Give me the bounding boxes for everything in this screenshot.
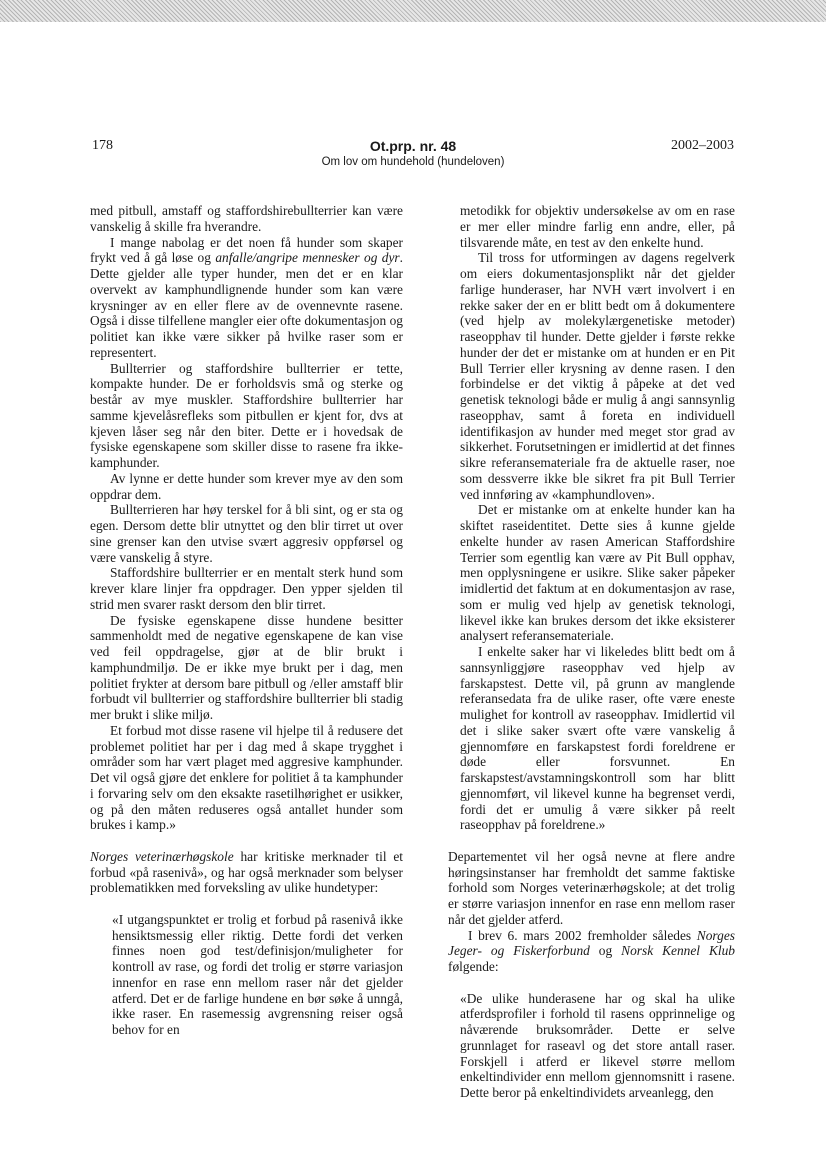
quote-paragraph: «De ulike hunderasene har og skal ha ulike atferdsprofiler i forhold til rasens opprinnelige og nåværende bruksområder. Dette er selve grunnlaget for raseavl og det store antall raser. Forskjell i atferd er likevel større mellom enkeltindivider enn mellom gjennomsnitt i rasene. Dette beror på enkeltindividets arveanlegg, den: [460, 990, 735, 1100]
text-run: har kritiske merknader til et forbud «på rasenivå», og har også merknader som belyser problematikken med forveksling av ulike hundetyper:: [90, 848, 404, 896]
page-number: 178: [92, 138, 113, 153]
quote-paragraph: Det er mistanke om at enkelte hunder kan ha skiftet raseidentitet. Dette sies å kunne gjelde enkelte hunder av rasen American Staffordshire Terrier som egentlig kan være av Pit Bull opphav, men opplysningene er usikre. Slike saker påpeker imidlertid det faktum at en dokumentasjon av rase, som er mulig ved hjelp av genetisk teknologi, likevel ikke kan brukes dersom det ikke eksisterer analysert referansemateriale.: [460, 502, 735, 644]
paragraph: Bullterrier og staffordshire bullterrier er tette, kompakte hunder. De er forholdsvis små og sterke og består av mye muskler. Staffordshire bullterrier har samme kjevelåsrefleks som pitbullen er kjent for, dvs at kjeven låser seg når den biter. Dette er i hovedsak de fysiske egenskapene som skiller disse to rasene fra ikke-kamphunder.: [90, 360, 403, 470]
paragraph: med pitbull, amstaff og staffordshirebullterrier kan være vanskelig å skille fra hverandre.: [90, 203, 403, 234]
paragraph: Departementet vil her også nevne at flere andre høringsinstanser har fremholdt det samme faktiske forhold som Norges veterinærhøgskole; at det trolig er større variasjon innenfor en rase enn mellom raser når det gjelder atferd.: [448, 848, 735, 927]
quote-paragraph: «I utgangspunktet er trolig et forbud på rasenivå ikke hensiktsmessig eller riktig. Dette fordi det verken finnes noen god test/definisjon/muligheter for kontroll av rase, og fordi det trolig er større variasjon innenfor en rase enn mellom raser når det gjelder atferd. Det er de farlige hundene en bør søke å unngå, ikke raser. En rasemessig avgrensning reiser også behov for en: [112, 911, 403, 1037]
emphasis-text: Norsk Kennel Klub: [621, 943, 735, 959]
block-quote: [460, 991, 735, 1101]
quote-paragraph: metodikk for objektiv undersøkelse av om en rase er mer eller mindre farlig enn andre, eller, på tilsvarende måte, en test av den enkelte hund.: [460, 203, 735, 250]
paragraph: Av lynne er dette hunder som krever mye av den som oppdrar dem.: [90, 470, 403, 502]
quote-paragraph: Til tross for utformingen av dagens regelverk om eiers dokumentasjonsplikt når det gjelder farlige hunderaser, har NVH vært involvert i en rekke saker der en er blitt bedt om å dokumentere (ved hjelp av molekylærgenetiske metoder) raseopphav til hunder. Dette gjelder i første rekke hunder der det er mistanke om at hunden er en Pit Bull Terrier eller krysning av denne rasen. I den forbindelse er det viktig å påpeke at det ved genetisk teknologi både er mulig å angi sannsynlig raseopphav, samt å foreta en individuell identifikasjon av hunder med meget stor grad av sikkerhet. Forutsetningen er imidlertid at det finnes sikre referansemateriale fra de aktuelle raser, noe som dessverre ikke ble sikret fra pit Bull Terrier ved innføring av «kamphundloven».: [460, 250, 735, 502]
document-year: 2002–2003: [671, 138, 734, 153]
text-run: I mange nabolag er det noen få hunder som skaper frykt ved å gå løse og: [90, 234, 403, 266]
emphasis-text: Norges veterinærhøgskole: [90, 848, 234, 864]
document-subtitle: Om lov om hundehold (hundeloven): [321, 156, 505, 168]
text-run: og: [589, 943, 622, 959]
right-column: [448, 203, 735, 1101]
document-title: Ot.prp. nr. 48: [369, 138, 457, 154]
emphasis-text: Norges Jeger- og Fiskerforbund: [448, 927, 735, 959]
emphasis-text: anfalle/angripe mennesker og dyr: [215, 250, 400, 266]
paragraph: Et forbud mot disse rasene vil hjelpe til å redusere det problemet politiet har per i dag med å skape trygghet i områder som har vært plaget med aggresive kamphunder. Det vil også gjøre det enklere for politiet å ta kamphunder i forvaring selv om den eksakte rasetilhørighet er usikker, og på den måten reduseres også antallet hunder som brukes i kamp.»: [90, 722, 403, 833]
scan-noise-strip: [0, 0, 826, 22]
paragraph: De fysiske egenskapene disse hundene besitter sammenholdt med de negative egenskapene de kan vise ved feil oppdragelse, gjør at de blir brukt i kamphundmiljø. De er ikke mye brukt per i dag, men politiet frykter at dersom bare pitbull og /eller amstaff blir forbudt vil bullterrier og staffordshire bullterrier bli stadig mer brukt i slike miljø.: [90, 612, 403, 722]
paragraph: [90, 235, 403, 361]
text-run: . Dette gjelder alle typer hunder, men det er en klar overvekt av kamphundlignende hunder som kan være krysninger av en eller flere av de ovennevnte rasene. Også i disse tilfellene mangler eier ofte dokumentasjon og politiet kan ikke være sikker på hvilke raser som er representert.: [90, 250, 404, 360]
text-run: følgende:: [448, 959, 499, 974]
block-quote: [112, 912, 403, 1038]
quote-paragraph: I enkelte saker har vi likeledes blitt bedt om å sannsynliggjøre raseopphav ved hjelp av farskapstest. Dette vil, på grunn av manglende referansedata fra de ulike raser, ofte være eneste mulighet for kontroll av raseopphav. Imidlertid vil det i slike saker svært ofte være vanskelig å gjennomføre en farskapstest fordi foreldrene er døde eller forsvunnet. En farskapstest/avstamningskontroll som har blitt gjennomført, vil likevel kunne ha begrenset verdi, fordi det er umulig å være sikker på reelt raseopphav på foreldrene.»: [460, 644, 735, 833]
paragraph: Staffordshire bullterrier er en mentalt sterk hund som krever klare linjer fra oppdrager. Den ypper sjelden til strid men svarer raskt dersom den blir tirret.: [90, 565, 403, 612]
paragraph: [448, 928, 735, 975]
paragraph: [90, 849, 403, 896]
paragraph: Bullterrieren har høy terskel for å bli sint, og er sta og egen. Dersom dette blir utnyttet og den blir tirret ut over sine grenser kan den utvise svært aggresiv oppførsel og være vanskelig å styre.: [90, 502, 403, 565]
text-run: I brev 6. mars 2002 fremholder således: [468, 927, 697, 943]
left-column: [90, 203, 403, 1038]
block-quote-continued: [460, 203, 735, 833]
